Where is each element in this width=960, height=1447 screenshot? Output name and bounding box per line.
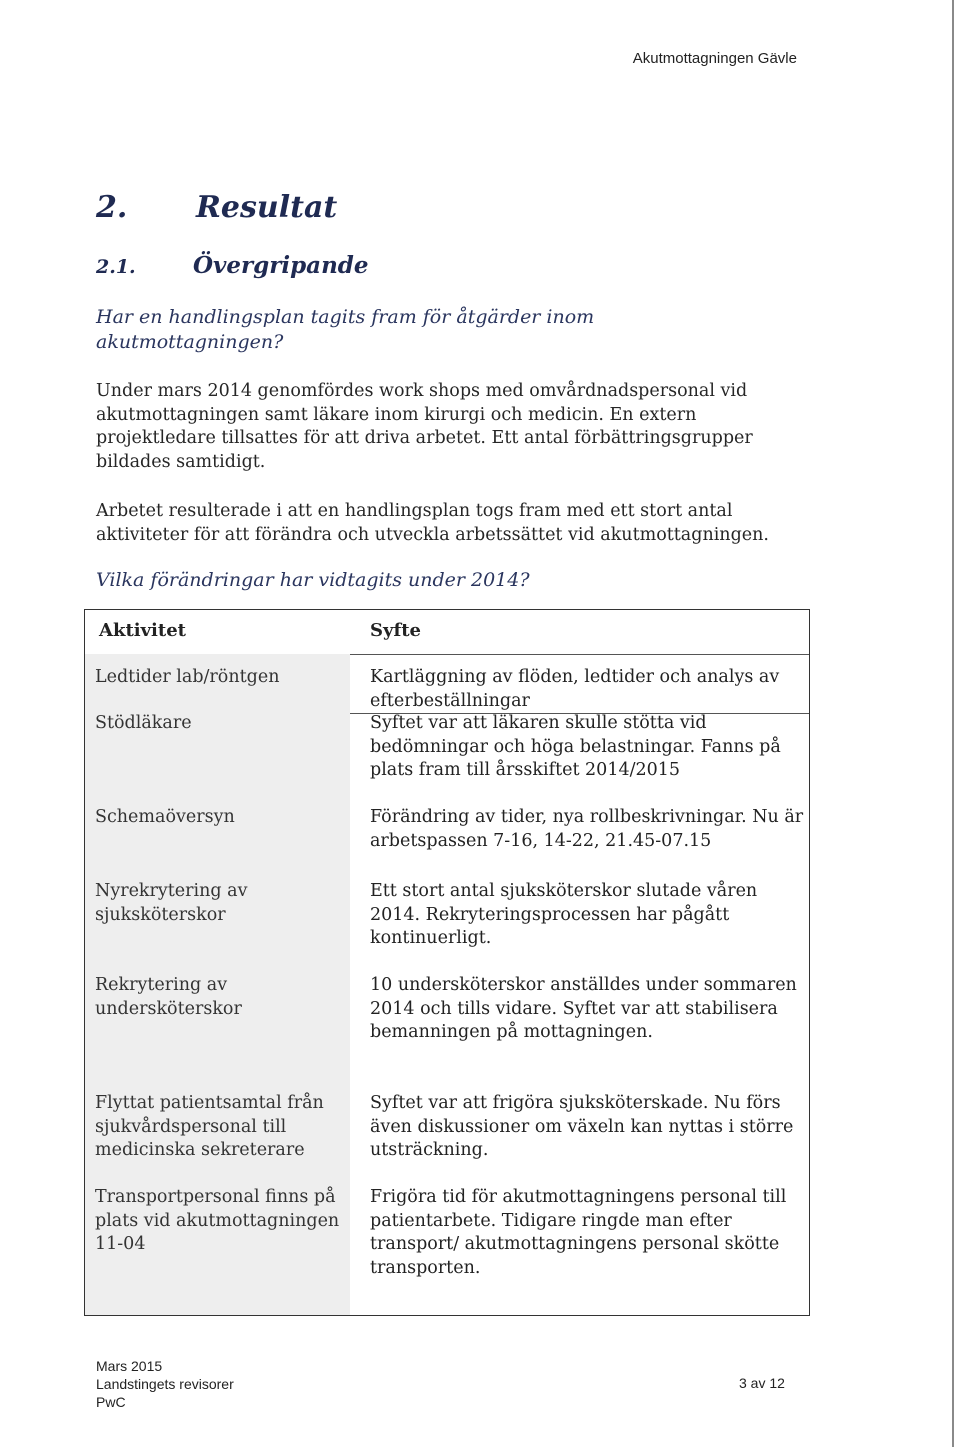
footer-org: Landstingets revisorer (96, 1376, 234, 1392)
section-heading (96, 190, 337, 225)
subsection-heading (96, 252, 369, 279)
subsection-number: 2.1. (96, 256, 136, 278)
paragraph-2: Arbetet resulterade i att en handlingsplan togs fram med ett stort antal aktiviteter för att förändra och utveckla arbetssättet vid akutmottagningen. (96, 501, 769, 545)
header-purpose: Syfte (370, 620, 421, 641)
question-heading-2: Vilka förändringar har vidtagits under 2014? (96, 569, 530, 591)
purpose-cell: Frigöra tid för akutmottagningens personal till patientarbete. Tidigare ringde man efter transport/ akutmottagningens personal skötte transporten. (370, 1187, 787, 1278)
scan-edge-line (952, 0, 954, 1447)
purpose-cell: Kartläggning av flöden, ledtider och analys av efterbeställningar (370, 667, 780, 711)
activity-cell: Transportpersonal finns på plats vid akutmottagningen 11-04 (95, 1187, 340, 1254)
question-heading-1: Har en handlingsplan tagits fram för åtgärder inom akutmottagningen? (96, 306, 595, 353)
activity-cell: Nyrekrytering av sjuksköterskor (95, 881, 248, 925)
activity-table (84, 609, 810, 1316)
activity-cell: Rekrytering av undersköterskor (95, 975, 242, 1019)
footer-left (96, 1357, 234, 1411)
footer-firm: PwC (96, 1394, 126, 1410)
purpose-cell: Syftet var att frigöra sjuksköterskade. Nu förs även diskussioner om växeln kan nyttas i större utsträckning. (370, 1093, 794, 1160)
page-number: 3 av 12 (739, 1375, 785, 1391)
purpose-cell: Förändring av tider, nya rollbeskrivningar. Nu är arbetspassen 7-16, 14-22, 21.45-07.15 (370, 807, 804, 851)
header-divider (350, 654, 809, 655)
section-title: Resultat (196, 190, 338, 225)
paragraph-1: Under mars 2014 genomfördes work shops med omvårdnadspersonal vid akutmottagningen samt läkare inom kirurgi och medicin. En extern projektledare tillsattes för att driva arbetet. Ett antal förbättringsgrupper bildades samtidigt. (96, 381, 753, 472)
activity-cell: Schemaöversyn (95, 807, 235, 827)
page-header-org: Akutmottagningen Gävle (632, 50, 797, 67)
activity-cell: Flyttat patientsamtal från sjukvårdspersonal till medicinska sekreterare (95, 1093, 324, 1160)
subsection-title: Övergripande (193, 252, 369, 279)
section-number: 2. (96, 190, 128, 225)
activity-cell: Ledtider lab/röntgen (95, 667, 280, 687)
purpose-cell: Ett stort antal sjuksköterskor slutade våren 2014. Rekryteringsprocessen har pågått kontinuerligt. (370, 881, 758, 948)
activity-cell: Stödläkare (95, 713, 192, 733)
header-activity: Aktivitet (99, 620, 186, 641)
purpose-cell: 10 undersköterskor anställdes under sommaren 2014 och tills vidare. Syftet var att stabilisera bemanningen på mottagningen. (370, 975, 797, 1042)
footer-date: Mars 2015 (96, 1358, 163, 1374)
purpose-cell: Syftet var att läkaren skulle stötta vid bedömningar och höga belastningar. Fanns på plats fram till årsskiftet 2014/2015 (370, 713, 781, 780)
table-header (85, 610, 809, 654)
